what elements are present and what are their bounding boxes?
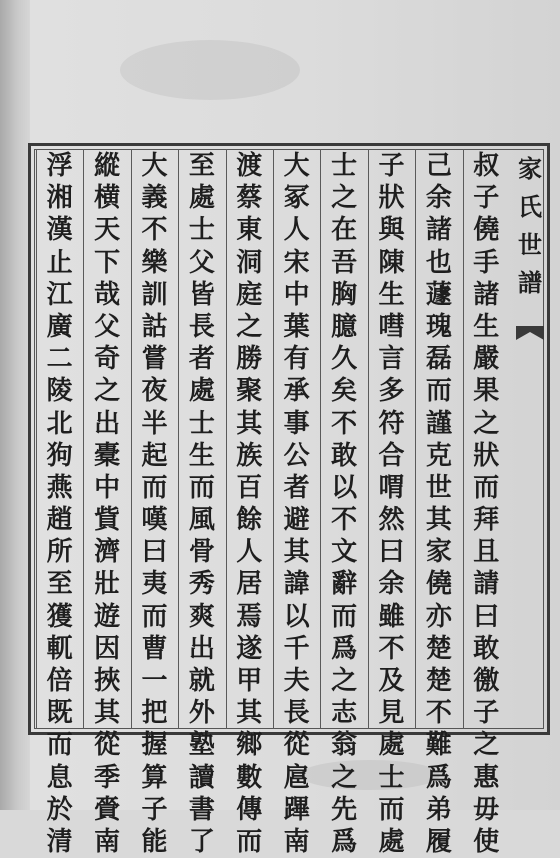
text-char: 嘆 xyxy=(141,505,168,536)
text-char: 文 xyxy=(331,537,358,568)
text-char: 胸 xyxy=(331,279,358,310)
text-char: 而 xyxy=(141,472,168,503)
text-char: 使 xyxy=(473,826,500,857)
text-char: 橐 xyxy=(94,440,121,471)
text-char: 子 xyxy=(473,183,500,214)
text-char: 皆 xyxy=(188,279,215,310)
text-char: 諱 xyxy=(283,569,310,600)
text-char: 大 xyxy=(141,151,168,181)
text-char: 爲 xyxy=(425,762,452,793)
text-char: 以 xyxy=(283,601,310,632)
text-char: 余 xyxy=(425,183,452,214)
text-char: 壯 xyxy=(94,569,121,600)
text-char: 扈 xyxy=(283,762,310,793)
text-char: 亦 xyxy=(425,601,452,632)
text-char: 人 xyxy=(283,215,310,246)
text-char: 之 xyxy=(473,730,500,761)
text-char: 辭 xyxy=(331,569,358,600)
text-char: 曹 xyxy=(141,633,168,664)
text-char: 居 xyxy=(236,569,263,600)
text-char: 拜 xyxy=(473,505,500,536)
text-char: 處 xyxy=(188,183,215,214)
text-char: 請 xyxy=(473,569,500,600)
text-char: 外 xyxy=(188,698,215,729)
text-char: 雖 xyxy=(378,601,405,632)
text-char: 吾 xyxy=(331,247,358,278)
text-char: 然 xyxy=(378,505,405,536)
text-char: 言 xyxy=(378,344,405,375)
text-char: 事 xyxy=(283,408,310,439)
text-char: 人 xyxy=(236,537,263,568)
text-char: 瑰 xyxy=(425,311,452,342)
text-char: 余 xyxy=(378,569,405,600)
text-char: 惠 xyxy=(473,762,500,793)
text-char: 骨 xyxy=(188,537,215,568)
text-char: 果 xyxy=(473,376,500,407)
text-char: 生 xyxy=(473,311,500,342)
fish-tail-mark-icon xyxy=(512,322,548,344)
text-char: 其 xyxy=(283,537,310,568)
text-char: 訓 xyxy=(141,279,168,310)
text-char: 楚 xyxy=(425,666,452,696)
text-char: 公 xyxy=(283,440,310,471)
text-char: 葉 xyxy=(283,311,310,342)
text-char: 天 xyxy=(94,215,121,246)
text-char: 手 xyxy=(473,247,500,278)
text-char: 不 xyxy=(141,215,168,246)
column-divider xyxy=(463,149,464,729)
text-char: 清 xyxy=(46,826,73,857)
text-char: 貲 xyxy=(94,505,121,536)
text-char: 了 xyxy=(188,826,215,857)
text-char: 志 xyxy=(331,698,358,729)
title-char: 譜 xyxy=(518,268,542,297)
column-divider xyxy=(83,149,84,729)
text-char: 難 xyxy=(425,730,452,761)
text-char: 義 xyxy=(141,183,168,214)
text-char: 承 xyxy=(283,376,310,407)
text-char: 子 xyxy=(378,151,405,181)
text-char: 蹕 xyxy=(283,794,310,825)
text-char: 而 xyxy=(236,826,263,857)
text-char: 遊 xyxy=(94,601,121,632)
text-char: 謹 xyxy=(425,408,452,439)
text-char: 長 xyxy=(188,311,215,342)
text-char: 出 xyxy=(94,408,121,439)
text-char: 以 xyxy=(331,472,358,503)
text-char: 陵 xyxy=(46,376,73,407)
text-char: 爲 xyxy=(331,826,358,857)
text-char: 之 xyxy=(331,666,358,696)
text-column xyxy=(375,150,409,857)
text-char: 渡 xyxy=(236,151,263,181)
paper-stain xyxy=(300,760,440,790)
text-char: 狀 xyxy=(378,183,405,214)
text-char: 爽 xyxy=(188,601,215,632)
text-char: 嚴 xyxy=(473,344,500,375)
text-char: 餘 xyxy=(236,505,263,536)
text-char: 與 xyxy=(378,215,405,246)
text-char: 爲 xyxy=(331,633,358,664)
text-char: 能 xyxy=(141,826,168,857)
text-char: 父 xyxy=(94,311,121,342)
title-char: 氏 xyxy=(518,192,542,221)
title-strip xyxy=(512,150,548,320)
text-char: 至 xyxy=(188,151,215,181)
text-char: 其 xyxy=(236,408,263,439)
text-char: 士 xyxy=(188,408,215,439)
text-char: 勝 xyxy=(236,344,263,375)
text-char: 因 xyxy=(94,633,121,664)
column-divider xyxy=(178,149,179,729)
text-char: 敢 xyxy=(331,440,358,471)
text-column xyxy=(185,150,219,857)
text-char: 毋 xyxy=(473,794,500,825)
text-char: 而 xyxy=(188,472,215,503)
text-char: 曰 xyxy=(378,537,405,568)
column-divider xyxy=(415,149,416,729)
text-char: 湘 xyxy=(46,183,73,214)
text-char: 克 xyxy=(425,440,452,471)
text-char: 握 xyxy=(141,730,168,761)
text-char: 之 xyxy=(331,762,358,793)
text-char: 而 xyxy=(141,601,168,632)
text-char: 而 xyxy=(46,730,73,761)
text-char: 宋 xyxy=(283,247,310,278)
text-char: 而 xyxy=(473,472,500,503)
text-column xyxy=(469,150,503,857)
text-char: 蘧 xyxy=(425,279,452,310)
text-char: 子 xyxy=(141,794,168,825)
text-column xyxy=(327,150,361,857)
text-char: 百 xyxy=(236,472,263,503)
text-char: 嘗 xyxy=(141,344,168,375)
text-char: 狀 xyxy=(473,440,500,471)
text-char: 避 xyxy=(283,505,310,536)
text-char: 臆 xyxy=(331,311,358,342)
text-char: 洞 xyxy=(236,247,263,278)
text-char: 翁 xyxy=(331,730,358,761)
text-char: 長 xyxy=(283,698,310,729)
text-char: 而 xyxy=(378,794,405,825)
text-char: 季 xyxy=(94,762,121,793)
text-char: 狗 xyxy=(46,440,73,471)
text-char: 一 xyxy=(141,666,168,696)
text-char: 既 xyxy=(46,698,73,729)
text-char: 燕 xyxy=(46,472,73,503)
text-char: 挾 xyxy=(94,666,121,696)
text-char: 符 xyxy=(378,408,405,439)
text-char: 合 xyxy=(378,440,405,471)
text-char: 處 xyxy=(188,376,215,407)
paper-stain xyxy=(120,40,300,100)
text-char: 二 xyxy=(46,344,73,375)
text-char: 倍 xyxy=(46,666,73,696)
title-char: 世 xyxy=(518,230,542,259)
text-char: 止 xyxy=(46,247,73,278)
text-char: 子 xyxy=(473,698,500,729)
text-char: 士 xyxy=(378,762,405,793)
text-char: 夫 xyxy=(283,666,310,696)
text-char: 千 xyxy=(283,633,310,664)
text-char: 中 xyxy=(94,472,121,503)
text-char: 弟 xyxy=(425,794,452,825)
text-char: 在 xyxy=(331,215,358,246)
text-column xyxy=(280,150,314,857)
text-char: 遂 xyxy=(236,633,263,664)
text-char: 徼 xyxy=(473,666,500,696)
text-char: 曰 xyxy=(473,601,500,632)
text-char: 從 xyxy=(283,730,310,761)
text-char: 下 xyxy=(94,247,121,278)
text-char: 讀 xyxy=(188,762,215,793)
text-char: 庭 xyxy=(236,279,263,310)
text-char: 世 xyxy=(425,472,452,503)
text-char: 就 xyxy=(188,666,215,696)
text-char: 見 xyxy=(378,698,405,729)
column-divider xyxy=(320,149,321,729)
book-spine xyxy=(0,0,30,810)
text-char: 冢 xyxy=(283,183,310,214)
text-char: 嘒 xyxy=(378,311,405,342)
text-char: 家 xyxy=(425,537,452,568)
text-char: 樂 xyxy=(141,247,168,278)
text-char: 所 xyxy=(46,537,73,568)
text-char: 從 xyxy=(94,730,121,761)
text-char: 算 xyxy=(141,762,168,793)
text-char: 起 xyxy=(141,440,168,471)
text-char: 東 xyxy=(236,215,263,246)
text-char: 陳 xyxy=(378,247,405,278)
text-char: 鄉 xyxy=(236,730,263,761)
text-char: 縱 xyxy=(94,151,121,181)
text-char: 北 xyxy=(46,408,73,439)
text-char: 久 xyxy=(331,344,358,375)
text-char: 諸 xyxy=(425,215,452,246)
text-char: 其 xyxy=(94,698,121,729)
text-char: 詁 xyxy=(141,311,168,342)
text-char: 浮 xyxy=(46,151,73,181)
text-char: 於 xyxy=(46,794,73,825)
text-char: 傳 xyxy=(236,794,263,825)
text-char: 也 xyxy=(425,247,452,278)
text-char: 趙 xyxy=(46,505,73,536)
text-char: 先 xyxy=(331,794,358,825)
column-divider xyxy=(226,149,227,729)
text-char: 僥 xyxy=(473,215,500,246)
text-char: 濟 xyxy=(94,537,121,568)
text-char: 半 xyxy=(141,408,168,439)
text-char: 其 xyxy=(425,505,452,536)
text-char: 秀 xyxy=(188,569,215,600)
text-char: 大 xyxy=(283,151,310,181)
column-divider xyxy=(273,149,274,729)
text-char: 不 xyxy=(331,408,358,439)
text-char: 而 xyxy=(331,601,358,632)
text-char: 哉 xyxy=(94,279,121,310)
text-char: 軏 xyxy=(46,633,73,664)
text-char: 不 xyxy=(378,633,405,664)
text-char: 者 xyxy=(283,472,310,503)
text-char: 至 xyxy=(46,569,73,600)
text-char: 南 xyxy=(283,826,310,857)
text-char: 士 xyxy=(331,151,358,181)
text-char: 曰 xyxy=(141,537,168,568)
text-char: 而 xyxy=(425,376,452,407)
text-char: 族 xyxy=(236,440,263,471)
text-char: 多 xyxy=(378,376,405,407)
title-char: 家 xyxy=(518,154,542,183)
text-char: 叔 xyxy=(473,151,500,181)
text-char: 之 xyxy=(331,183,358,214)
text-column xyxy=(90,150,124,857)
text-char: 喟 xyxy=(378,472,405,503)
text-char: 獲 xyxy=(46,601,73,632)
text-char: 出 xyxy=(188,633,215,664)
text-char: 處 xyxy=(378,826,405,857)
text-char: 夜 xyxy=(141,376,168,407)
text-char: 聚 xyxy=(236,376,263,407)
text-char: 風 xyxy=(188,505,215,536)
text-char: 矣 xyxy=(331,376,358,407)
text-char: 夷 xyxy=(141,569,168,600)
text-column xyxy=(422,150,456,857)
text-char: 之 xyxy=(236,311,263,342)
text-char: 有 xyxy=(283,344,310,375)
text-char: 者 xyxy=(188,344,215,375)
text-char: 横 xyxy=(94,183,121,214)
text-char: 蔡 xyxy=(236,183,263,214)
text-char: 磊 xyxy=(425,344,452,375)
text-char: 書 xyxy=(188,794,215,825)
text-char: 不 xyxy=(331,505,358,536)
text-column xyxy=(232,150,266,857)
text-char: 之 xyxy=(94,376,121,407)
text-char: 履 xyxy=(425,826,452,857)
column-divider xyxy=(131,149,132,729)
text-char: 諸 xyxy=(473,279,500,310)
text-char: 其 xyxy=(236,698,263,729)
text-char: 處 xyxy=(378,730,405,761)
column-divider xyxy=(36,149,37,729)
text-char: 奇 xyxy=(94,344,121,375)
text-char: 楚 xyxy=(425,633,452,664)
text-char: 焉 xyxy=(236,601,263,632)
text-char: 中 xyxy=(283,279,310,310)
text-char: 漢 xyxy=(46,215,73,246)
text-char: 之 xyxy=(473,408,500,439)
text-char: 把 xyxy=(141,698,168,729)
text-char: 敢 xyxy=(473,633,500,664)
text-char: 生 xyxy=(188,440,215,471)
text-char: 士 xyxy=(188,215,215,246)
text-column xyxy=(138,150,172,857)
column-divider xyxy=(368,149,369,729)
text-char: 南 xyxy=(94,826,121,857)
text-char: 且 xyxy=(473,537,500,568)
text-char: 不 xyxy=(425,698,452,729)
text-char: 生 xyxy=(378,279,405,310)
text-char: 及 xyxy=(378,666,405,696)
text-char: 僥 xyxy=(425,569,452,600)
text-char: 父 xyxy=(188,247,215,278)
text-char: 甲 xyxy=(236,666,263,696)
text-char: 廣 xyxy=(46,311,73,342)
text-char: 江 xyxy=(46,279,73,310)
text-column xyxy=(43,150,77,857)
text-char: 賫 xyxy=(94,794,121,825)
text-char: 數 xyxy=(236,762,263,793)
text-char: 息 xyxy=(46,762,73,793)
text-char: 己 xyxy=(425,151,452,181)
text-char: 塾 xyxy=(188,730,215,761)
